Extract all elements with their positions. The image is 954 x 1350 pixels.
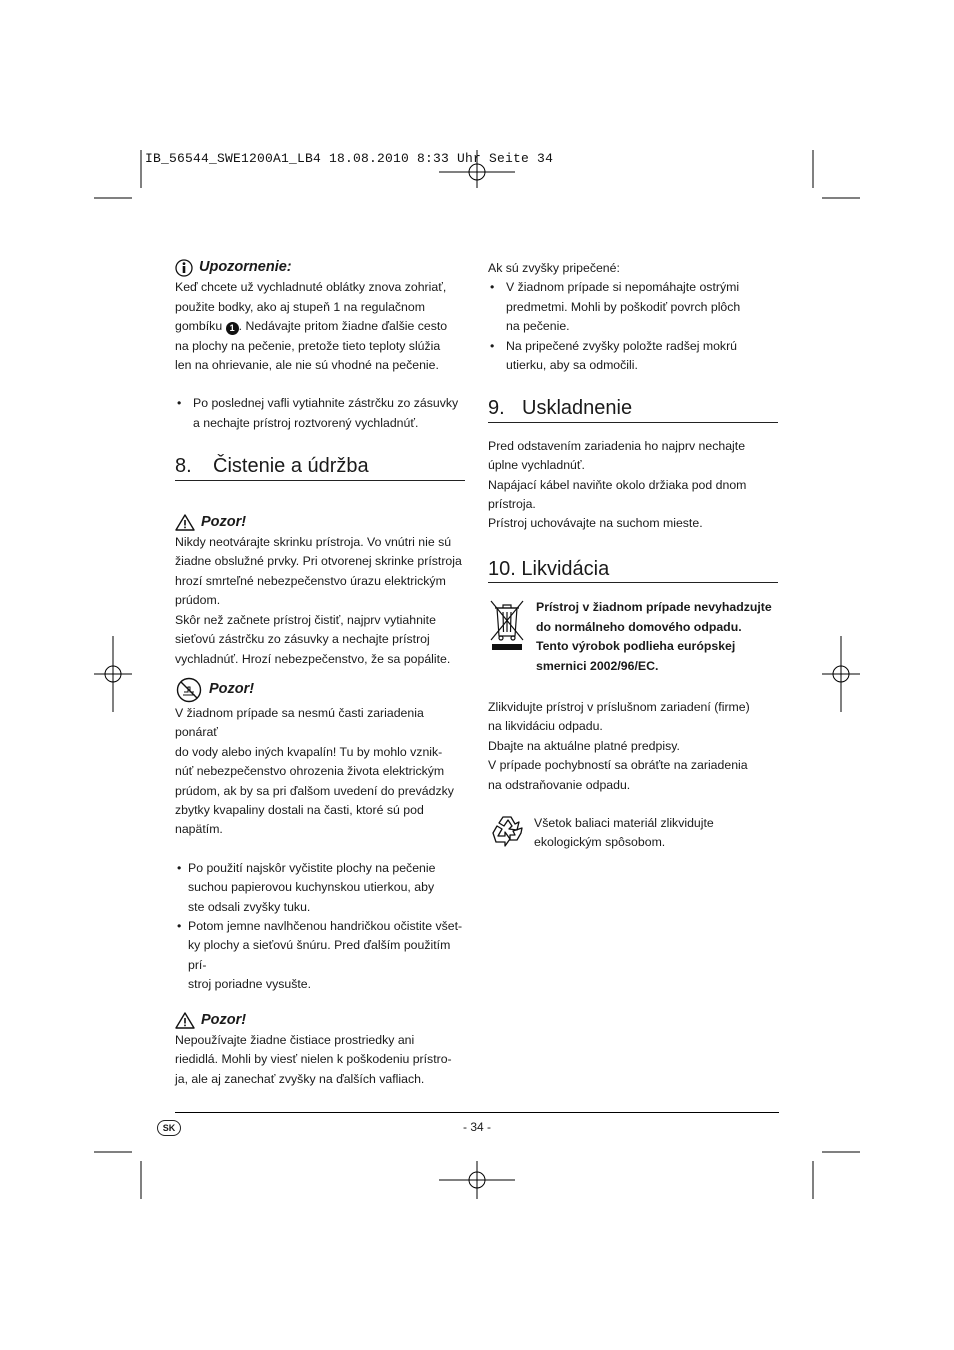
crossed-bin-icon [488, 598, 526, 650]
warning-heading: Pozor! [209, 681, 255, 698]
section-10-heading: 10. Likvidácia [488, 560, 778, 583]
list-item: • Po použití najskôr vyčistite plochy na pečenie suchou papierovou kuchynskou utierkou, aby ste odsali zvyšky tuku. [175, 859, 467, 917]
note-upozornenie [175, 258, 467, 375]
warning-triangle-icon [175, 514, 195, 531]
section-8-heading: 8. Čistenie a údržba [175, 457, 465, 480]
weee-block: Prístroj v žiadnom prípade nevyhadzujte do normálneho domového odpadu. Tento výrobok podlieha európskej smernici 2002/96/EC. [488, 598, 780, 676]
residue-heading: Ak sú zvyšky pripečené: [488, 261, 620, 275]
recycle-icon [488, 813, 526, 849]
footer-rule [175, 1112, 779, 1113]
left-column [175, 258, 467, 1089]
list-item: • V žiadnom prípade si nepomáhajte ostrými predmetmi. Mohli by poškodiť povrch plôch na pečenie. [488, 278, 780, 336]
recycle-block: Všetok baliaci materiál zlikvidujte ekologickým spôsobom. [488, 813, 780, 853]
page-number: - 34 - [462, 1120, 491, 1134]
note-heading: Upozornenie: [199, 259, 292, 275]
disposal-text: Zlikvidujte prístroj v príslušnom zariadení (firme) na likvidáciu odpadu. Dbajte na aktuálne platné predpisy. V prípade pochybností sa obráťte na zariadenia na odstraňovanie odpadu. [488, 699, 750, 792]
warning-pozor-3: Pozor! Nepoužívajte žiadne čistiace prostriedky ani riedidlá. Mohli by viesť nielen k poškodeniu prístro- ja, ale aj zanechať zvyšky na ďalších vafliach. [175, 1011, 452, 1086]
warning-heading: Pozor! [201, 1011, 247, 1028]
note-line: použite bodky, ako aj stupeň 1 na regulačnom [175, 299, 425, 314]
list-item: • Po poslednej vafli vytiahnite zástrčku zo zásuvky a nechajte prístroj roztvorený vychladnúť. [175, 394, 467, 433]
note-line: Keď chcete už vychladnuté oblátky znova zohriať, [175, 280, 447, 295]
storage-text: Pred odstavením zariadenia ho najprv nechajte úplne vychladnúť. Napájací kábel naviňte okolo držiaka pod dnom prístroja. Prístroj uchovávajte na suchom mieste. [488, 438, 747, 531]
bullet-list-residue [488, 278, 780, 375]
print-slug: IB_56544_SWE1200A1_LB4 18.08.2010 8:33 Uhr Seite 34 [145, 151, 554, 166]
note-line: gombíku 1 . Nedávajte pritom žiadne ďalšie cesto [175, 319, 448, 334]
list-item: • Potom jemne navlhčenou handričkou očistite všet- ky plochy a sieťovú šnúru. Pred ďalším použitím prí- stroj poriadne vysušte. [175, 917, 467, 995]
warning-pozor-2: Pozor! V žiadnom prípade sa nesmú časti zariadenia ponárať do vody alebo iných kvapalín! Tu by mohlo vznik- núť nebezpečenstvo ohrozenia života elektrickým prúdom, ak by sa pri ďalšom uvedení do prevádzky zbytky kvapaliny dostali na časti, ktoré sú pod napätím. [175, 677, 467, 840]
right-column [488, 259, 780, 853]
bullet-list-cleaning [175, 859, 467, 995]
note-line: len na ohrievanie, ale nie sú vhodné na pečenie. [175, 358, 439, 373]
circled-number-icon: 1 [226, 322, 239, 335]
list-item: • Na pripečené zvyšky položte radšej mokrú utierku, aby sa odmočili. [488, 337, 780, 376]
section-9-heading: 9. Uskladnenie [488, 399, 778, 422]
bullet-list-unplug [175, 394, 467, 433]
no-immersion-icon [175, 677, 203, 703]
warning-triangle-icon [175, 1012, 195, 1029]
warning-heading: Pozor! [201, 513, 247, 530]
info-icon [175, 259, 193, 277]
language-badge: SK [157, 1120, 181, 1136]
warning-pozor-1: Pozor! Nikdy neotvárajte skrinku prístroja. Vo vnútri nie sú žiadne obslužné prvky. Pri otvorenej skrinke prístroja hrozí smrteľné nebezpečenstvo úrazu elektrickým prúdom. Skôr než začnete prístroj čistiť, najprv vytiahnite sieťovú zástrčku zo zásuvky a nechajte prístroj vychladnúť. Hrozí nebezpečenstvo, že sa popálite. [175, 513, 462, 666]
note-line: na plochy na pečenie, pretože tieto teploty slúžia [175, 338, 441, 353]
